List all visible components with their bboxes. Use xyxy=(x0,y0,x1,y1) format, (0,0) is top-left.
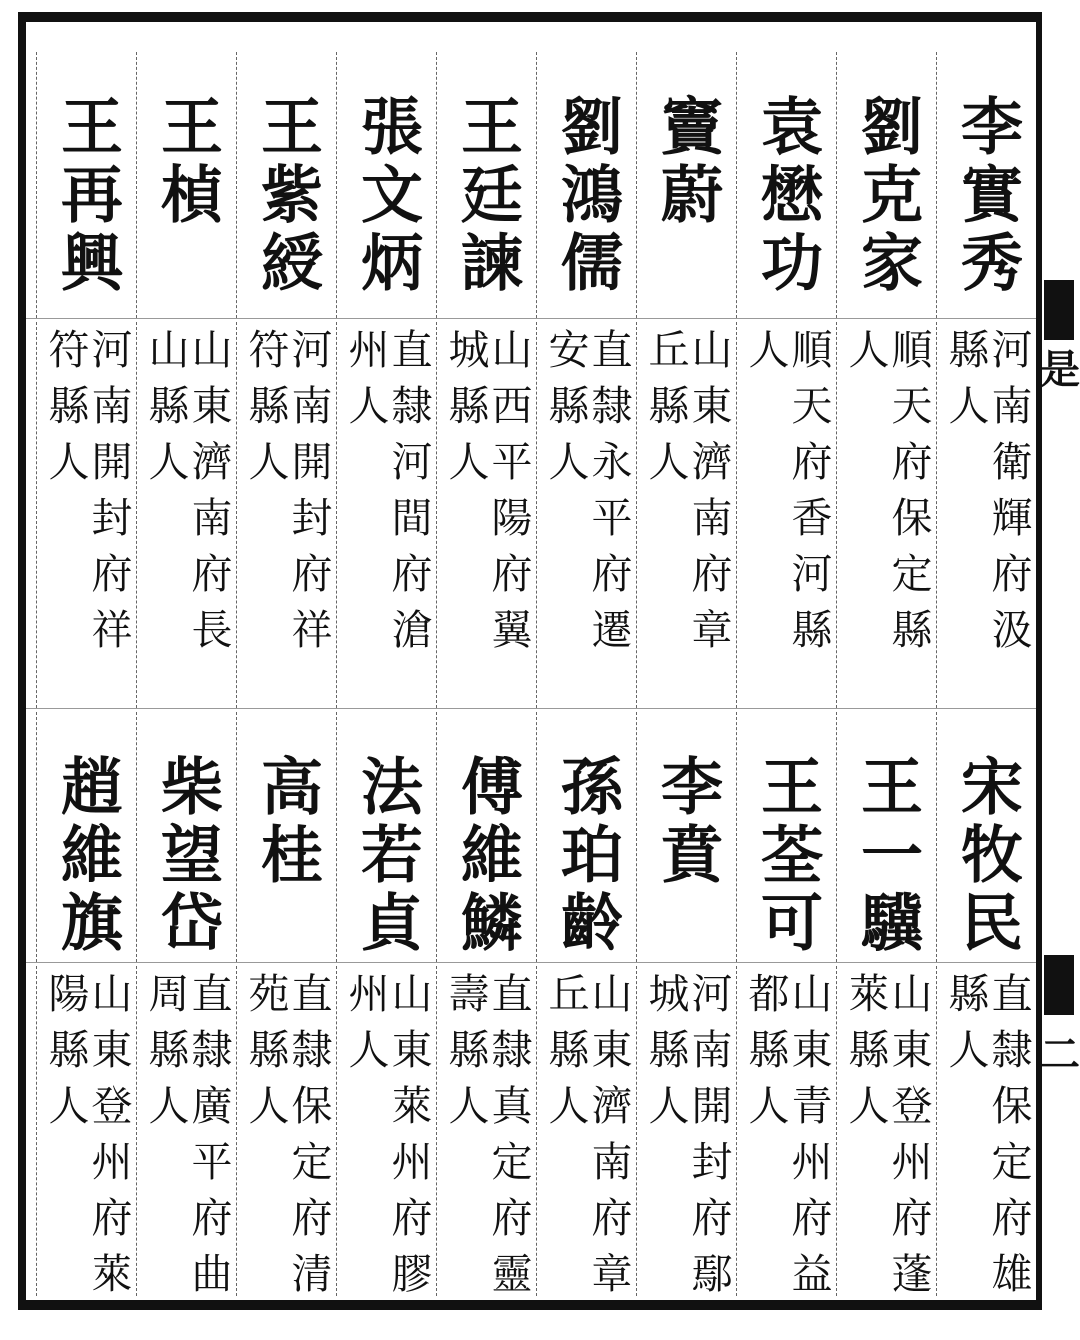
name-column xyxy=(36,712,136,962)
native-place-line: 順天府保定縣 xyxy=(884,328,933,664)
person-name: 王一驥 xyxy=(850,754,924,958)
native-place-line: 陽縣人 xyxy=(41,972,90,1140)
native-place-line: 人 xyxy=(741,328,790,384)
native-place-line: 縣人 xyxy=(941,972,990,1084)
native-place-line: 河南開封府祥 xyxy=(84,328,133,664)
native-column xyxy=(636,966,736,1308)
person-name: 劉克家 xyxy=(850,94,924,298)
name-column xyxy=(836,712,936,962)
native-place-line: 山西平陽府翼 xyxy=(484,328,533,664)
native-place-line: 符縣人 xyxy=(241,328,290,496)
native-place-line: 城縣人 xyxy=(441,328,490,496)
native-place-line: 直隸永平府遷 xyxy=(584,328,633,664)
native-column xyxy=(736,966,836,1308)
native-place-line: 河南衛輝府汲 xyxy=(984,328,1033,664)
native-place-line: 山東登州府蓬 xyxy=(884,972,933,1308)
margin-bar xyxy=(1044,280,1074,340)
name-column xyxy=(336,52,436,318)
native-column xyxy=(936,322,1036,708)
native-column xyxy=(36,966,136,1308)
divider xyxy=(26,318,1036,319)
name-column xyxy=(236,712,336,962)
upper-names-row xyxy=(26,52,1036,318)
person-name: 趙維旗 xyxy=(50,754,124,958)
divider xyxy=(26,962,1036,963)
native-column xyxy=(836,322,936,708)
name-column xyxy=(736,712,836,962)
native-place-line: 丘縣人 xyxy=(641,328,690,496)
native-column xyxy=(336,966,436,1308)
name-column xyxy=(636,712,736,962)
margin-stub xyxy=(1040,20,1080,1320)
person-name: 王廷諫 xyxy=(450,94,524,298)
upper-natives-row xyxy=(26,322,1036,708)
native-place-line: 直隸真定府靈 xyxy=(484,972,533,1308)
name-column xyxy=(436,712,536,962)
native-column xyxy=(436,966,536,1308)
native-column xyxy=(536,966,636,1308)
native-place-line: 人 xyxy=(841,328,890,384)
native-place-line: 都縣人 xyxy=(741,972,790,1140)
native-place-line: 山東濟南府章 xyxy=(584,972,633,1308)
person-name: 高桂 xyxy=(250,754,324,890)
native-column xyxy=(36,322,136,708)
name-column xyxy=(136,712,236,962)
person-name: 袁懋功 xyxy=(750,94,824,298)
native-place-line: 直隸保定府清 xyxy=(284,972,333,1308)
native-column xyxy=(836,966,936,1308)
native-column xyxy=(236,966,336,1308)
native-place-line: 壽縣人 xyxy=(441,972,490,1140)
native-place-line: 河南開封府鄢 xyxy=(684,972,733,1308)
person-name: 王紫綬 xyxy=(250,94,324,298)
native-place-line: 直隸保定府雄 xyxy=(984,972,1033,1308)
name-column xyxy=(336,712,436,962)
native-column xyxy=(436,322,536,708)
person-name: 宋牧民 xyxy=(950,754,1024,958)
native-place-line: 山東萊州府膠 xyxy=(384,972,433,1308)
native-column xyxy=(736,322,836,708)
name-column xyxy=(136,52,236,318)
native-place-line: 山東濟南府章 xyxy=(684,328,733,664)
native-place-line: 萊縣人 xyxy=(841,972,890,1140)
native-place-line: 城縣人 xyxy=(641,972,690,1140)
person-name: 王再興 xyxy=(50,94,124,298)
name-column xyxy=(436,52,536,318)
name-column xyxy=(536,52,636,318)
name-column xyxy=(836,52,936,318)
native-place-line: 州人 xyxy=(341,972,390,1084)
native-place-line: 直隸河間府滄 xyxy=(384,328,433,664)
person-name: 劉鴻儒 xyxy=(550,94,624,298)
native-place-line: 山東濟南府長 xyxy=(184,328,233,664)
native-place-line: 直隸廣平府曲 xyxy=(184,972,233,1308)
person-name: 李賁 xyxy=(650,754,724,890)
native-column xyxy=(236,322,336,708)
native-place-line: 苑縣人 xyxy=(241,972,290,1140)
person-name: 王楨 xyxy=(150,94,224,230)
native-column xyxy=(636,322,736,708)
person-name: 法若貞 xyxy=(350,754,424,958)
native-place-line: 河南開封府祥 xyxy=(284,328,333,664)
native-column xyxy=(936,966,1036,1308)
native-column xyxy=(136,322,236,708)
native-column xyxy=(536,322,636,708)
name-column xyxy=(936,712,1036,962)
divider xyxy=(26,708,1036,709)
native-place-line: 順天府香河縣 xyxy=(784,328,833,664)
person-name: 竇蔚 xyxy=(650,94,724,230)
person-name: 王荃可 xyxy=(750,754,824,958)
name-column xyxy=(936,52,1036,318)
person-name: 李實秀 xyxy=(950,94,1024,298)
margin-char-bottom: 二 xyxy=(1040,1031,1080,1078)
name-column xyxy=(36,52,136,318)
margin-bar xyxy=(1044,955,1074,1015)
person-name: 孫珀齡 xyxy=(550,754,624,958)
name-column xyxy=(636,52,736,318)
page-frame xyxy=(18,12,1042,1310)
native-place-line: 符縣人 xyxy=(41,328,90,496)
native-place-line: 縣人 xyxy=(941,328,990,440)
margin-char-top: 是 xyxy=(1040,346,1080,393)
lower-natives-row xyxy=(26,966,1036,1308)
name-column xyxy=(536,712,636,962)
person-name: 張文炳 xyxy=(350,94,424,298)
native-column xyxy=(136,966,236,1308)
name-column xyxy=(736,52,836,318)
native-place-line: 州人 xyxy=(341,328,390,440)
native-place-line: 山縣人 xyxy=(141,328,190,496)
native-place-line: 安縣人 xyxy=(541,328,590,496)
person-name: 傅維鱗 xyxy=(450,754,524,958)
native-place-line: 周縣人 xyxy=(141,972,190,1140)
native-place-line: 丘縣人 xyxy=(541,972,590,1140)
native-place-line: 山東青州府益 xyxy=(784,972,833,1308)
native-place-line: 山東登州府萊 xyxy=(84,972,133,1308)
name-column xyxy=(236,52,336,318)
native-column xyxy=(336,322,436,708)
lower-names-row xyxy=(26,712,1036,962)
person-name: 柴望岱 xyxy=(150,754,224,958)
